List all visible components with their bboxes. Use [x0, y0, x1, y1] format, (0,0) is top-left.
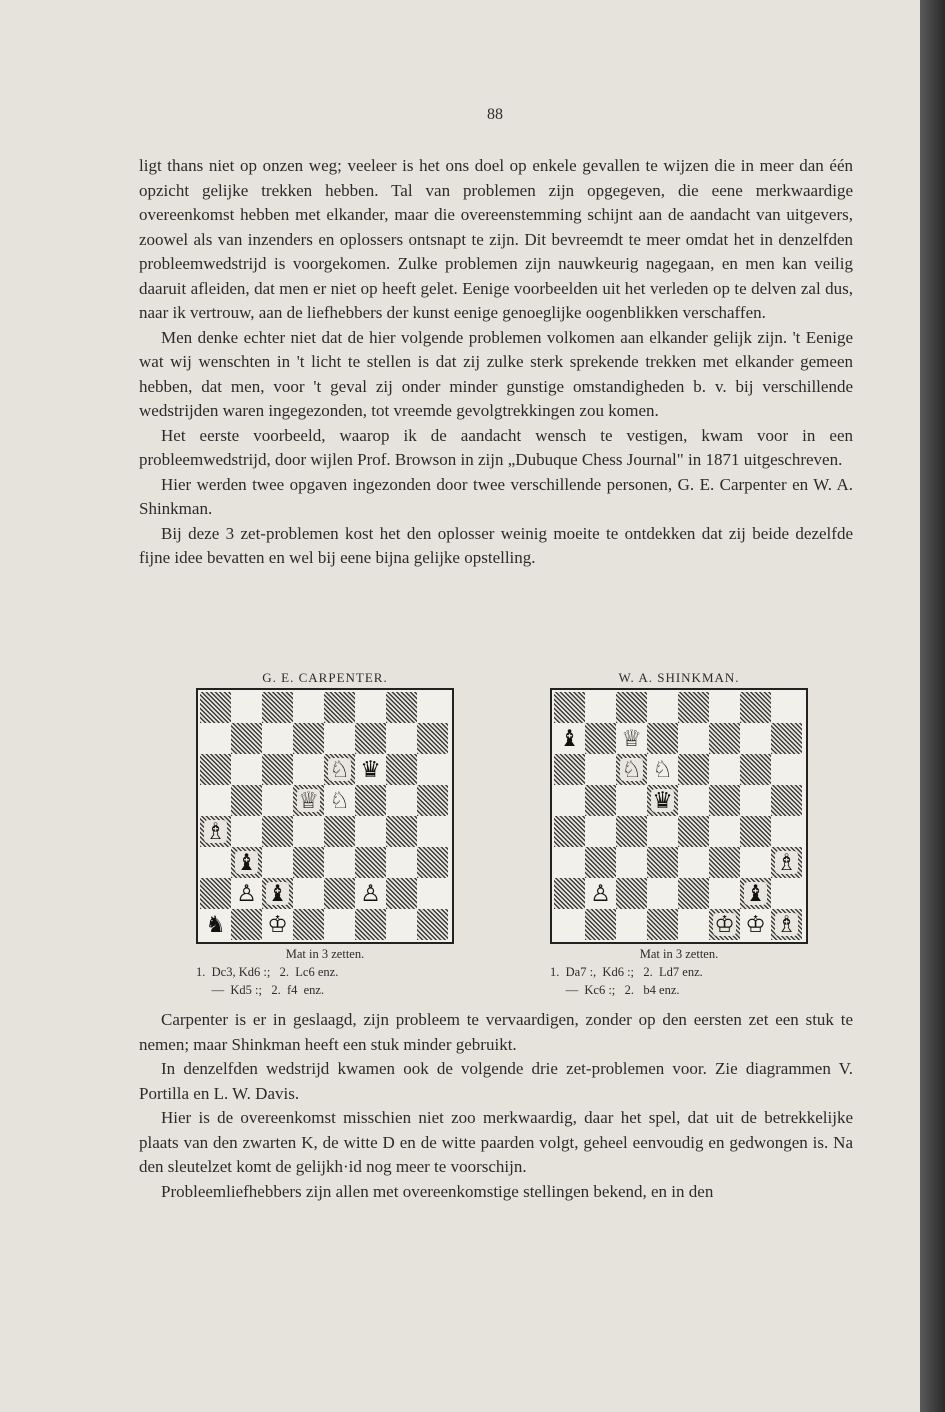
- board-square: [386, 692, 417, 723]
- board-square: [616, 785, 647, 816]
- board-square: [324, 816, 355, 847]
- board-square: [585, 692, 616, 723]
- paragraph: ligt thans niet op onzen weg; veeleer is het ons doel op enkele gevallen te wijzen die in meer dan één opzicht gelijke trekken hebben. Tal van problemen zijn opgegeven, die eene merkwaardige overeenkomst hebben met elkander, maar die overeenstemming schijnt aan de aandacht van uitgevers, zoowel als van inzenders en oplossers ontsnapt te zijn. Dit bevreemdt te meer omdat het in denzelfden probleemwedstrijd is voorgekomen. Zulke problemen zijn nauwkeurig nagegaan, en men kan veilig daaruit afleiden, dat men er niet op heeft gelet. Eenige voorbeelden uit het verleden op te delven zal dus, naar ik vertrouw, aan de liefhebbers der kunst eenige genoeglijke oogenblikken verschaffen.: [139, 156, 853, 322]
- board-square: [616, 816, 647, 847]
- board-square: [678, 816, 709, 847]
- paragraph: Carpenter is er in geslaagd, zijn probleem te vervaardigen, zonder op den eersten zet een stuk te nemen; maar Shinkman heeft een stuk minder gebruikt.: [139, 1010, 853, 1054]
- page-number: 88: [487, 106, 503, 123]
- board-square: [647, 816, 678, 847]
- board-square: [293, 723, 324, 754]
- diagram-carpenter: [196, 670, 454, 999]
- chess-piece: ♝: [559, 726, 580, 751]
- board-square: [386, 847, 417, 878]
- board-square: [262, 909, 293, 940]
- board-square: [355, 692, 386, 723]
- chess-piece: ♘: [652, 757, 673, 782]
- chess-piece: ♙: [590, 881, 611, 906]
- board-square: [293, 785, 324, 816]
- board-square: [386, 816, 417, 847]
- board-square: [678, 785, 709, 816]
- board-square: [678, 847, 709, 878]
- paragraph: Bij deze 3 zet-problemen kost het den oplosser weinig moeite te ontdekken dat zij beide dezelfde fijne idee bevatten en wel bij eene bijna gelijke opstelling.: [139, 523, 853, 567]
- board-square: [709, 909, 740, 940]
- paragraph: Het eerste voorbeeld, waarop ik de aandacht wensch te vestigen, kwam voor in een probleemwedstrijd, door wijlen Prof. Browson in zijn „Dubuque Chess Journal" in 1871 uitgeschreven.: [139, 425, 853, 469]
- chess-piece: ♘: [329, 788, 350, 813]
- chess-piece: ♔: [745, 912, 766, 937]
- board-square: [262, 785, 293, 816]
- board-square: [355, 785, 386, 816]
- diagram-title: W. A. SHINKMAN.: [618, 670, 740, 685]
- board-square: [740, 816, 771, 847]
- chess-piece: ♘: [621, 757, 642, 782]
- board-square: [616, 692, 647, 723]
- board-square: [771, 847, 802, 878]
- board-square: [293, 816, 324, 847]
- board-square: [554, 878, 585, 909]
- board-square: [554, 816, 585, 847]
- board-square: [616, 754, 647, 785]
- board-square: [231, 878, 262, 909]
- board-square: [585, 754, 616, 785]
- paragraph: Hier werden twee opgaven ingezonden door twee verschillende personen, G. E. Carpenter en W. A. Shinkman.: [139, 474, 853, 518]
- board-square: [771, 785, 802, 816]
- chess-piece: ♕: [621, 726, 642, 751]
- chess-piece: ♔: [267, 912, 288, 937]
- board-square: [554, 754, 585, 785]
- page-edge-shadow: [920, 0, 945, 1412]
- chess-piece: ♝: [236, 850, 257, 875]
- board-square: [231, 816, 262, 847]
- board-square: [740, 723, 771, 754]
- chess-piece: ♗: [776, 850, 797, 875]
- board-square: [200, 723, 231, 754]
- board-square: [386, 785, 417, 816]
- board-frame: [196, 688, 454, 944]
- board-square: [709, 692, 740, 723]
- board-square: [293, 692, 324, 723]
- board-square: [554, 692, 585, 723]
- board-square: [647, 878, 678, 909]
- solution-line: — Kc6 :; 2. b4 enz.: [550, 983, 680, 997]
- board-square: [554, 723, 585, 754]
- solution-line: 1. Dc3, Kd6 :; 2. Lc6 enz.: [196, 965, 339, 979]
- board-square: [231, 785, 262, 816]
- board-square: [709, 723, 740, 754]
- chess-piece: ♘: [329, 757, 350, 782]
- board-square: [293, 754, 324, 785]
- text-block-bottom: [139, 1008, 853, 1204]
- board-square: [771, 816, 802, 847]
- board-square: [200, 847, 231, 878]
- board-square: [771, 754, 802, 785]
- board-square: [771, 723, 802, 754]
- board-square: [709, 878, 740, 909]
- board-square: [417, 692, 448, 723]
- board-square: [324, 878, 355, 909]
- board-square: [324, 909, 355, 940]
- diagram-shinkman: [550, 670, 808, 999]
- board-square: [262, 847, 293, 878]
- board-square: [231, 847, 262, 878]
- board-square: [678, 878, 709, 909]
- board-square: [324, 723, 355, 754]
- board-square: [678, 723, 709, 754]
- solution-line: — Kd5 :; 2. f4 enz.: [196, 983, 325, 997]
- board-square: [678, 692, 709, 723]
- board-square: [709, 816, 740, 847]
- board-square: [200, 785, 231, 816]
- board-square: [709, 847, 740, 878]
- board-square: [740, 847, 771, 878]
- board-square: [386, 754, 417, 785]
- board-square: [616, 909, 647, 940]
- solution-line: 1. Da7 :, Kd6 :; 2. Ld7 enz.: [550, 965, 703, 979]
- chess-board: [200, 692, 448, 940]
- chess-piece: ♙: [360, 881, 381, 906]
- board-square: [231, 692, 262, 723]
- board-square: [355, 847, 386, 878]
- board-square: [585, 723, 616, 754]
- board-square: [355, 754, 386, 785]
- board-square: [740, 909, 771, 940]
- paragraph: Men denke echter niet dat de hier volgende problemen volkomen aan elkander gelijk zijn. 't Eenige wat wij wenschten in 't licht te stellen is dat zij zulke sterk sprekende trekken met elkander gemeen hebben, dat men, voor 't geval zij onder minder gunstige omstandigheden b. v. bij verschillende wedstrijden waren ingegezonden, tot vreemde gevolgtrekkingen zou komen.: [139, 327, 853, 420]
- board-square: [647, 909, 678, 940]
- board-square: [585, 909, 616, 940]
- paragraph: Hier is de overeenkomst misschien niet zoo merkwaardig, daar het spel, dat uit de betrekkelijke plaats van den zwarten K, de witte D en de witte paarden volgt, geheel eenvoudig en gedwongen is. Na den sleutelzet komt de gelijkh·id nog meer te voorschijn.: [139, 1108, 853, 1176]
- board-square: [585, 785, 616, 816]
- board-square: [417, 909, 448, 940]
- board-square: [678, 909, 709, 940]
- board-square: [709, 785, 740, 816]
- board-square: [554, 785, 585, 816]
- board-square: [262, 692, 293, 723]
- board-square: [647, 754, 678, 785]
- board-square: [386, 909, 417, 940]
- chess-piece: ♛: [360, 757, 381, 782]
- board-square: [616, 723, 647, 754]
- board-square: [293, 847, 324, 878]
- board-square: [585, 847, 616, 878]
- board-square: [262, 754, 293, 785]
- chess-piece: ♔: [714, 912, 735, 937]
- chess-piece: ♙: [236, 881, 257, 906]
- chess-piece: ♛: [652, 788, 673, 813]
- board-square: [678, 754, 709, 785]
- board-square: [262, 723, 293, 754]
- board-square: [616, 847, 647, 878]
- board-square: [293, 909, 324, 940]
- chess-piece: ♝: [267, 881, 288, 906]
- paragraph: Probleemliefhebbers zijn allen met overeenkomstige stellingen bekend, en in den: [161, 1181, 714, 1201]
- board-square: [417, 847, 448, 878]
- board-square: [740, 754, 771, 785]
- board-square: [647, 847, 678, 878]
- board-square: [200, 878, 231, 909]
- board-square: [293, 878, 324, 909]
- board-square: [200, 754, 231, 785]
- board-square: [324, 847, 355, 878]
- paragraph: In denzelfden wedstrijd kwamen ook de volgende drie zet-problemen voor. Zie diagrammen V. Portilla en L. W. Davis.: [139, 1059, 853, 1103]
- board-square: [386, 878, 417, 909]
- chess-piece: ♞: [205, 912, 226, 937]
- board-square: [647, 723, 678, 754]
- board-square: [355, 909, 386, 940]
- board-square: [554, 909, 585, 940]
- chess-board: [554, 692, 802, 940]
- board-square: [647, 692, 678, 723]
- board-square: [200, 816, 231, 847]
- board-square: [231, 909, 262, 940]
- board-square: [647, 785, 678, 816]
- board-square: [200, 692, 231, 723]
- board-square: [740, 785, 771, 816]
- diagram-caption: Mat in 3 zetten.: [639, 947, 719, 961]
- board-square: [771, 909, 802, 940]
- chess-piece: ♕: [298, 788, 319, 813]
- board-square: [417, 816, 448, 847]
- board-square: [355, 723, 386, 754]
- board-square: [355, 816, 386, 847]
- diagram-title: G. E. CARPENTER.: [262, 670, 388, 685]
- board-square: [262, 878, 293, 909]
- board-square: [771, 692, 802, 723]
- board-square: [417, 754, 448, 785]
- board-square: [585, 816, 616, 847]
- board-square: [324, 785, 355, 816]
- board-square: [231, 723, 262, 754]
- board-frame: [550, 688, 808, 944]
- board-square: [355, 878, 386, 909]
- board-square: [324, 754, 355, 785]
- board-square: [771, 878, 802, 909]
- board-square: [740, 878, 771, 909]
- board-square: [417, 723, 448, 754]
- chess-piece: ♝: [745, 881, 766, 906]
- board-square: [200, 909, 231, 940]
- board-square: [231, 754, 262, 785]
- board-square: [709, 754, 740, 785]
- board-square: [324, 692, 355, 723]
- diagram-caption: Mat in 3 zetten.: [285, 947, 365, 961]
- board-square: [386, 723, 417, 754]
- board-square: [262, 816, 293, 847]
- text-block-top: [139, 154, 853, 571]
- board-square: [417, 878, 448, 909]
- board-square: [585, 878, 616, 909]
- board-square: [417, 785, 448, 816]
- chess-piece: ♗: [776, 912, 797, 937]
- board-square: [554, 847, 585, 878]
- board-square: [740, 692, 771, 723]
- board-square: [616, 878, 647, 909]
- chess-piece: ♗: [205, 819, 226, 844]
